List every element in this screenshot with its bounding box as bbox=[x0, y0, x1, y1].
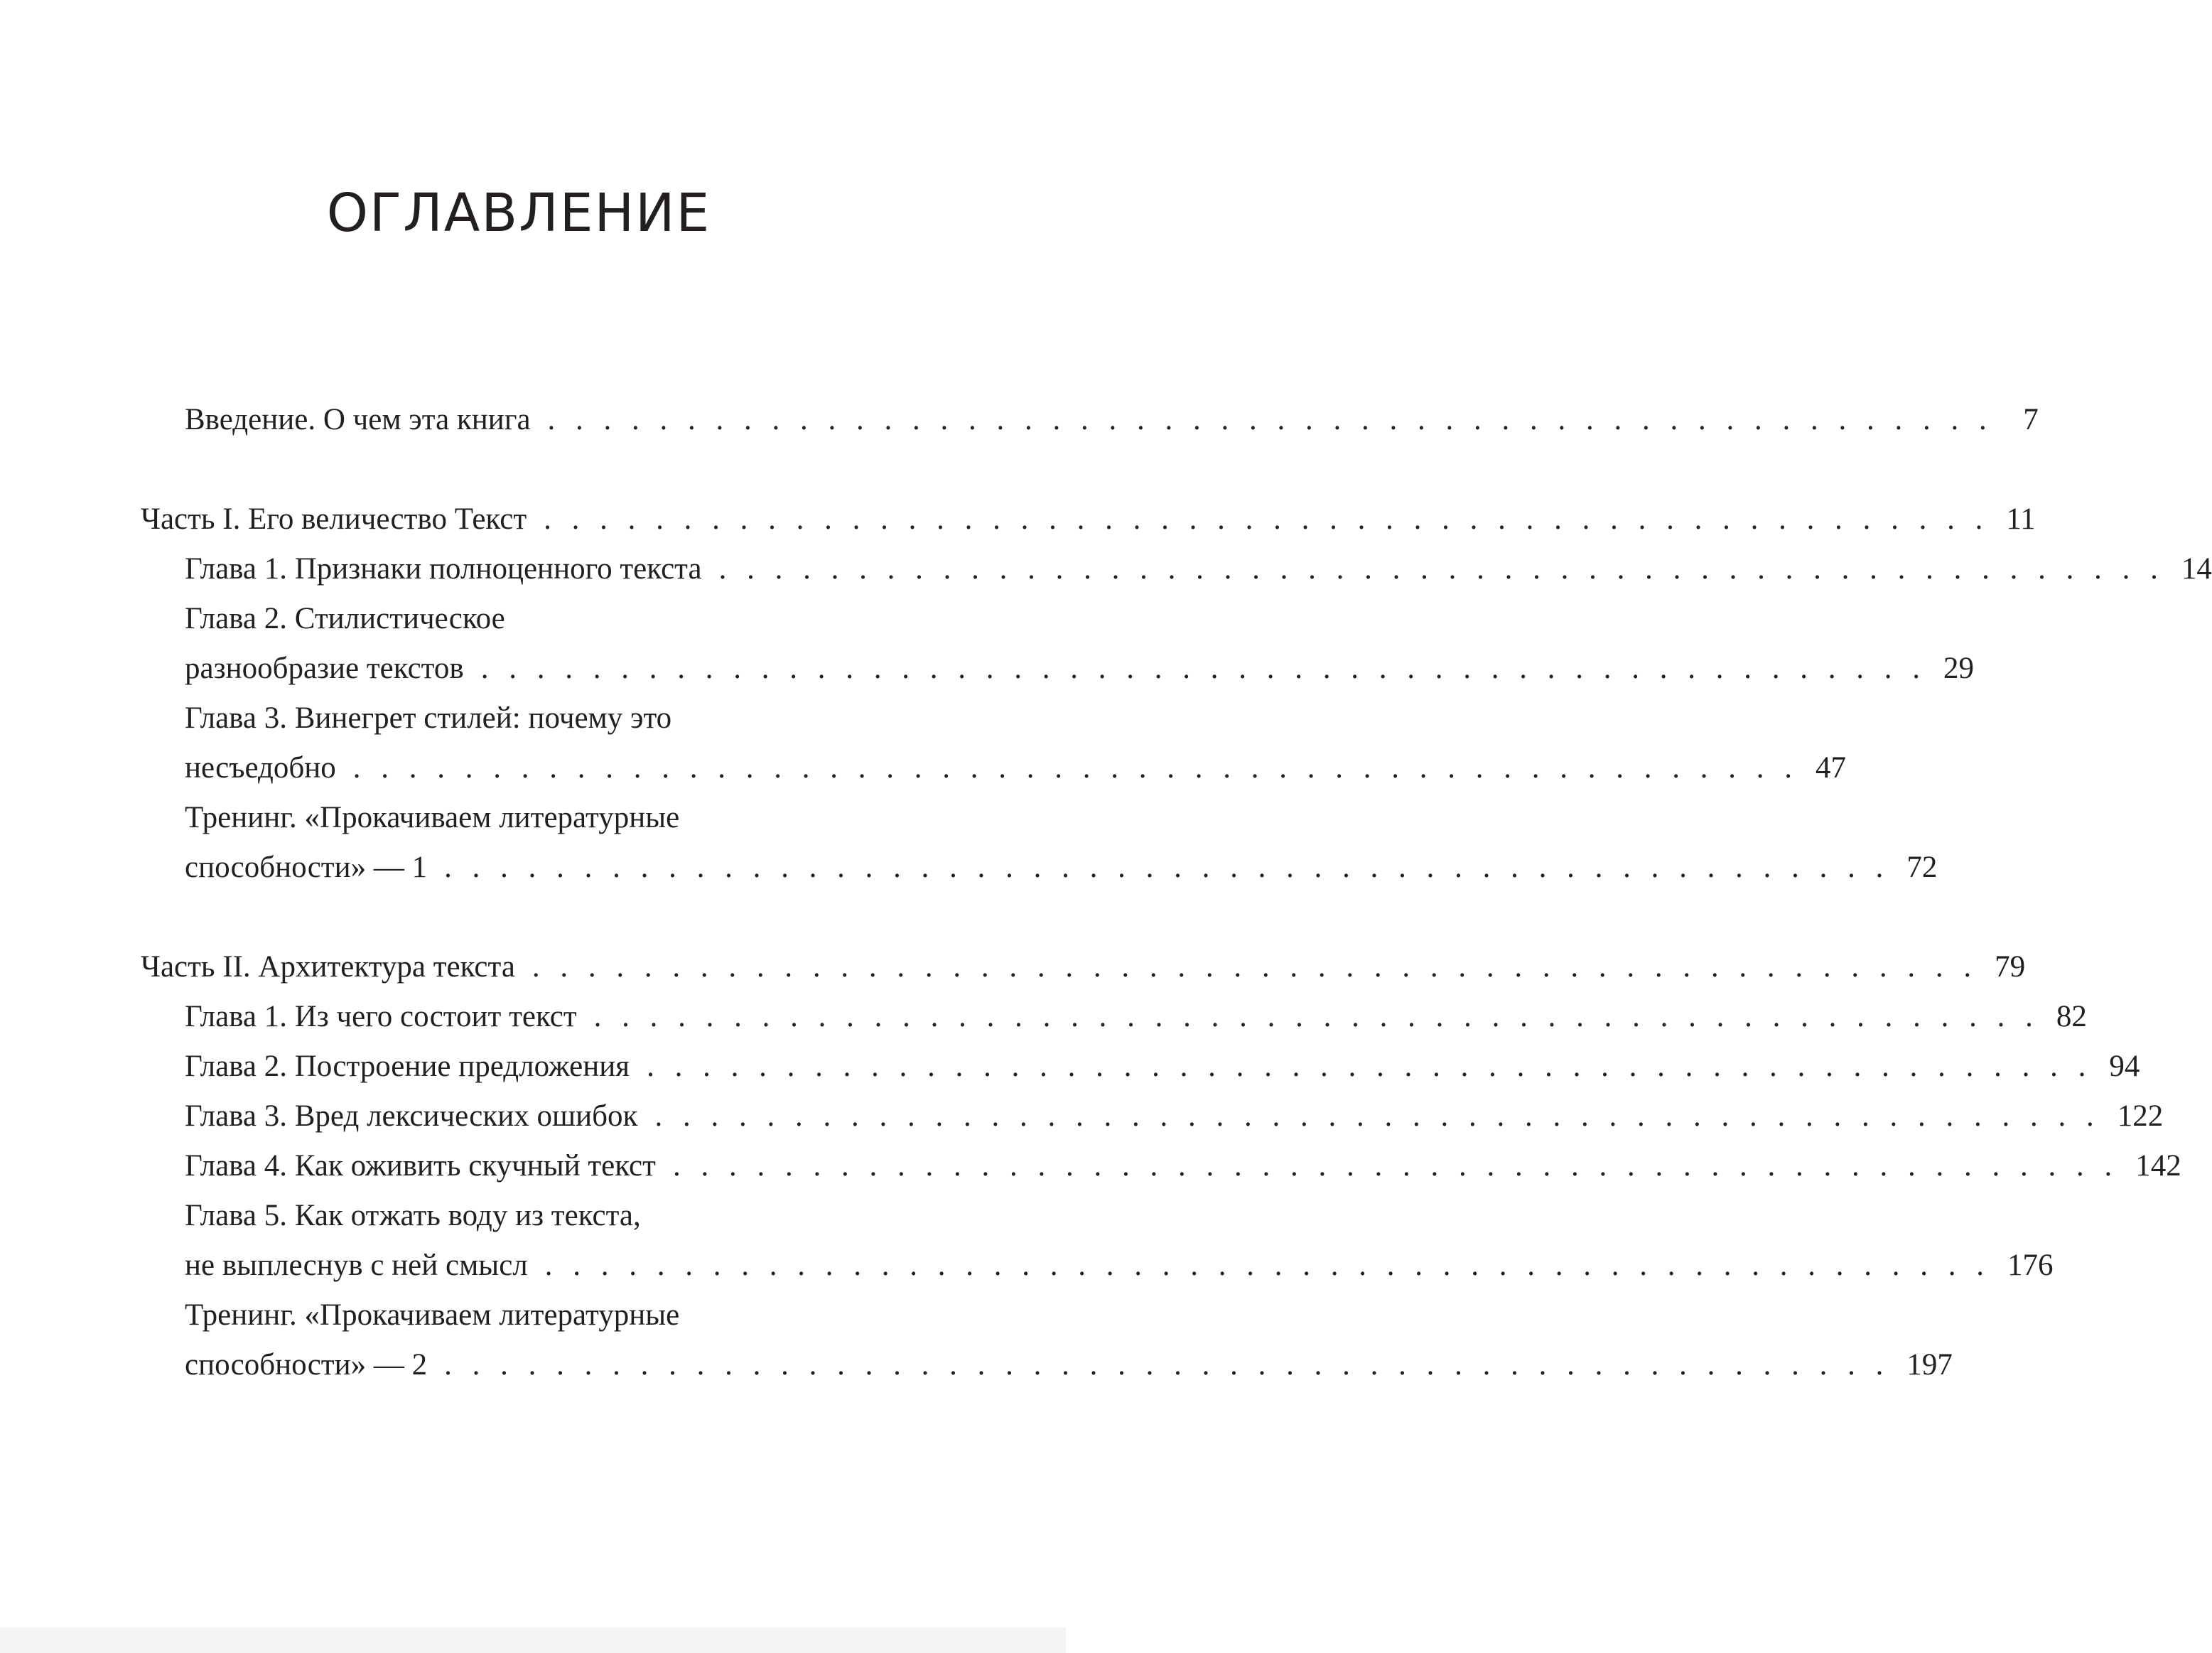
toc-page-number: 79 bbox=[1995, 950, 2026, 984]
toc-page-number: 122 bbox=[2117, 1099, 2164, 1133]
dot-leader: . . . . . . . . . . . . . . . . . . . . . . . . . . . . . . . . . . . . . . . . . . . . . . . . . . . . bbox=[647, 1050, 2093, 1083]
toc-entry-title-line-1: Глава 2. Стилистическое bbox=[185, 602, 505, 635]
toc-entry-title: Глава 1. Из чего состоит текст bbox=[185, 1000, 577, 1033]
toc-page-number: 82 bbox=[2056, 1000, 2087, 1033]
toc-entry-title: Глава 4. Как оживить скучный текст bbox=[185, 1149, 656, 1183]
toc-entry-title-line-2: способности» — 2 bbox=[185, 1348, 428, 1382]
toc-page-number: 47 bbox=[1816, 751, 1847, 785]
toc-entry-title: Глава 1. Признаки полноценного текста bbox=[185, 552, 702, 586]
dot-leader: . . . . . . . . . . . . . . . . . . . . . . . . . . . . . . . . . . . . . . . . . . . . . . . . . . . . bbox=[544, 502, 1990, 536]
dot-leader: . . . . . . . . . . . . . . . . . . . . . . . . . . . . . . . . . . . . . . . . . . . . . . . . . . . . bbox=[544, 1249, 1990, 1282]
toc-entry-title-line-1: Глава 3. Винегрет стилей: почему это bbox=[185, 701, 672, 735]
dot-leader: . . . . . . . . . . . . . . . . . . . . . . . . . . . . . . . . . . . . . . . . . . . . . . . . . . . . bbox=[672, 1149, 2119, 1183]
dot-leader: . . . . . . . . . . . . . . . . . . . . . . . . . . . . . . . . . . . . . . . . . . . . . . . . . . . . bbox=[480, 652, 1926, 685]
dot-leader: . . . . . . . . . . . . . . . . . . . . . . . . . . . . . . . . . . . . . . . . . . . . . . . . . . . . bbox=[654, 1099, 2100, 1133]
toc-page-number: 94 bbox=[2109, 1050, 2140, 1083]
dot-leader: . . . . . . . . . . . . . . . . . . . . . . . . . . . . . . . . . . . . . . . . . . . . . . . . . . . . bbox=[352, 751, 1799, 785]
toc-page-number: 11 bbox=[2006, 502, 2036, 536]
toc-page-number: 14 bbox=[2181, 552, 2212, 586]
dot-leader: . . . . . . . . . . . . . . . . . . . . . . . . . . . . . . . . . . . . . . . . . . . . . . . . . . . . bbox=[547, 403, 1993, 436]
toc-page-number: 72 bbox=[1906, 851, 1938, 884]
toc-entry-title: Глава 2. Построение предложения bbox=[185, 1050, 630, 1083]
toc-entry-title: Введение. О чем эта книга bbox=[185, 403, 531, 436]
dot-leader: . . . . . . . . . . . . . . . . . . . . . . . . . . . . . . . . . . . . . . . . . . . . . . . . . . . . bbox=[593, 1000, 2039, 1033]
toc-entry-title-line-1: Тренинг. «Прокачиваем литературные bbox=[185, 801, 680, 834]
toc-page-number: 197 bbox=[1906, 1348, 1953, 1382]
toc-entry-title: Часть II. Архитектура текста bbox=[141, 950, 515, 984]
dot-leader: . . . . . . . . . . . . . . . . . . . . . . . . . . . . . . . . . . . . . . . . . . . . . . . . . . . . bbox=[532, 950, 1978, 984]
toc-entry-title-line-2: разнообразие текстов bbox=[185, 652, 464, 685]
toc-entry-title-line-1: Тренинг. «Прокачиваем литературные bbox=[185, 1298, 680, 1332]
toc-page-number: 142 bbox=[2135, 1149, 2181, 1183]
toc-entry-title-line-2: несъедобно bbox=[185, 751, 336, 785]
page-title: ОГЛАВЛЕНИЕ bbox=[326, 183, 711, 244]
toc-entry-title: Глава 3. Вред лексических ошибок bbox=[185, 1099, 638, 1133]
dot-leader: . . . . . . . . . . . . . . . . . . . . . . . . . . . . . . . . . . . . . . . . . . . . . . . . . . . . bbox=[444, 851, 1890, 884]
toc-page-number: 176 bbox=[2007, 1249, 2054, 1282]
dot-leader: . . . . . . . . . . . . . . . . . . . . . . . . . . . . . . . . . . . . . . . . . . . . . . . . . . . . bbox=[444, 1348, 1890, 1382]
page-bottom-edge bbox=[0, 1627, 1066, 1653]
toc-entry-title: Часть I. Его величество Текст bbox=[141, 502, 527, 536]
toc-page-number: 29 bbox=[1943, 652, 1974, 685]
toc-page-number: 7 bbox=[2023, 403, 2039, 436]
toc-entry-title-line-2: не выплеснув с ней смысл bbox=[185, 1249, 528, 1282]
dot-leader: . . . . . . . . . . . . . . . . . . . . . . . . . . . . . . . . . . . . . . . . . . . . . . . . . . . . bbox=[718, 552, 2164, 586]
toc-entry-title-line-2: способности» — 1 bbox=[185, 851, 428, 884]
toc-entry-title-line-1: Глава 5. Как отжать воду из текста, bbox=[185, 1199, 641, 1232]
